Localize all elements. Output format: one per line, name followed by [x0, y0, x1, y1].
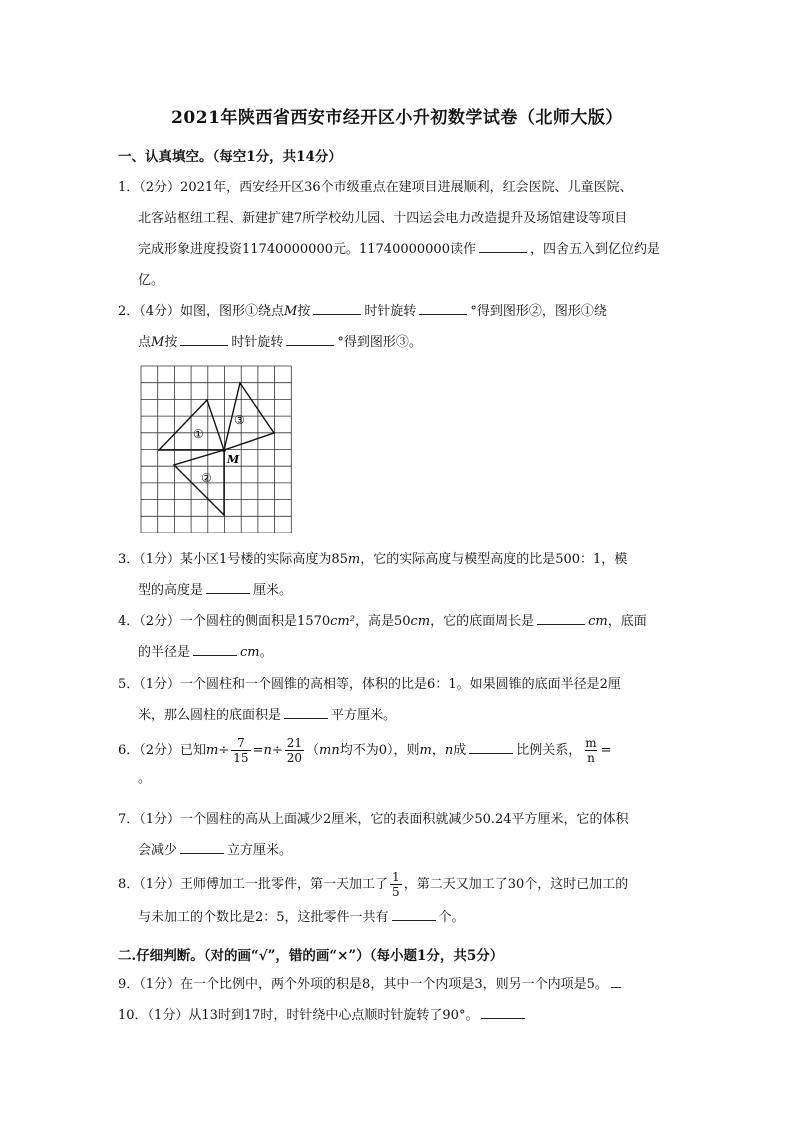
label-m: M: [227, 453, 240, 466]
q6-var-m-2: m: [419, 743, 432, 758]
q6-fraction-21-20: [285, 736, 304, 765]
q2-blank-direction-2[interactable]: [180, 331, 228, 346]
section-heading-fill-in: 一、认真填空。（每空1分，共14分）: [118, 149, 342, 165]
question-4: [118, 606, 678, 668]
q8-blank-total[interactable]: [392, 906, 436, 921]
q2-text-a: 2．（4分）如图，图形①绕点: [118, 304, 285, 319]
q4-text-e: 的半径是: [138, 645, 191, 660]
q8-line-1: [118, 868, 678, 902]
q7-line-1: 7．（1分）一个圆柱的高从上面减少2厘米，它的表面积就减少50.24平方厘米，它的体积: [118, 812, 629, 827]
q1-line-3: [118, 234, 678, 265]
q4-text-f: 。: [259, 645, 273, 660]
triangle-3: [224, 383, 274, 450]
q2-line-1: [118, 296, 678, 327]
q6-text-c: 成: [453, 743, 467, 758]
q6-var-n: n: [263, 743, 272, 758]
q4-text-b: ，高是50: [354, 614, 411, 629]
page-title: 2021年陕西省西安市经开区小升初数学试卷（北师大版）: [171, 108, 623, 128]
q2-point-m-2: M: [151, 335, 165, 350]
q6-paren-open: （: [306, 743, 320, 758]
q3-text-a: 3．（1分）某小区1号楼的实际高度为85: [118, 552, 348, 567]
question-9: [118, 969, 678, 1000]
q8-line-2: [118, 902, 678, 933]
q6-f1-den: 15: [233, 751, 249, 765]
grid-figure-svg: [140, 365, 292, 533]
label-3: ③: [234, 413, 245, 427]
q4-unit-cm-2: cm: [588, 614, 608, 629]
q9-blank-judgment[interactable]: [611, 973, 621, 988]
q4-text-d: ，底面: [607, 614, 647, 629]
q1-text-b: ，四舍五入到亿位约是: [529, 242, 660, 257]
q2-text-b: 按: [297, 304, 311, 319]
q4-line-2: [118, 637, 678, 668]
q2-blank-angle-2[interactable]: [286, 331, 334, 346]
q1-line-1: 1．（2分）2021年，西安经开区36个市级重点在建项目进展顺利，红会医院、儿童医院、: [118, 180, 633, 195]
q5-blank-area[interactable]: [284, 704, 328, 719]
label-2: ②: [201, 471, 212, 485]
q10-blank-judgment[interactable]: [481, 1004, 525, 1019]
q8-text-c: 与未加工的个数比是2：5，这批零件一共有: [138, 910, 389, 925]
q6-equals: =: [252, 743, 264, 758]
q6-f3-den: n: [587, 751, 595, 765]
q4-text-a: 4．（2分）一个圆柱的侧面积是1570: [118, 614, 331, 629]
question-3: [118, 544, 678, 606]
q2-text-d: °得到图形②，图形①绕: [470, 304, 607, 319]
q2-blank-direction-1[interactable]: [313, 300, 361, 315]
q6-div-2: ÷: [271, 743, 283, 758]
q3-text-d: 厘米。: [253, 583, 293, 598]
q5-line-1: 5．（1分）一个圆柱和一个圆锥的高相等，体积的比是6：1。如果圆锥的底面半径是2厘: [118, 677, 621, 692]
q6-var-mn: mn: [319, 743, 340, 758]
q2-text-f: 按: [164, 335, 178, 350]
q2-text-c: 时针旋转: [364, 304, 417, 319]
question-10: [118, 1000, 678, 1031]
q6-line-1: [118, 734, 678, 768]
q7-blank-volume[interactable]: [180, 839, 224, 854]
q4-unit-cm-3: cm: [240, 645, 260, 660]
q3-text-b: ，它的实际高度与模型高度的比是500：1，模: [360, 552, 628, 567]
q4-unit-cm: cm: [410, 614, 431, 629]
q2-blank-angle-1[interactable]: [419, 300, 467, 315]
q6-text-b: 均不为0），则: [339, 743, 420, 758]
q2-text-g: 时针旋转: [231, 335, 284, 350]
q6-f2-num: 21: [286, 736, 303, 750]
q9-text: 9．（1分）在一个比例中，两个外项的积是8，其中一个内项是3，则另一个内项是5。: [118, 977, 608, 992]
q7-text-a: 会减少: [138, 843, 178, 858]
q3-line-1: [118, 544, 678, 575]
q4-blank-radius[interactable]: [193, 641, 237, 656]
q4-unit-cm2: cm²: [330, 614, 355, 629]
q2-text-e: 点: [138, 335, 152, 350]
q8-text-b: ，第二天又加工了30个，这时已加工的: [403, 877, 629, 892]
q5-text-a: 米，那么圆柱的底面积是: [138, 708, 282, 723]
q6-line-2: 。: [138, 771, 152, 786]
q6-equals-2: =: [600, 743, 612, 758]
q4-blank-circumference[interactable]: [537, 610, 585, 625]
q3-blank-height[interactable]: [206, 579, 250, 594]
rotation-figure: [140, 365, 292, 537]
q3-unit-m: m: [347, 552, 361, 567]
q3-text-c: 型的高度是: [138, 583, 204, 598]
shapes: [159, 383, 274, 515]
q1-text-a: 完成形象进度投资11740000000元。11740000000读作: [138, 242, 476, 257]
q8-f-num: 1: [392, 870, 400, 884]
q3-line-2: [118, 575, 678, 606]
q6-var-m: m: [206, 743, 219, 758]
q2-text-h: °得到图形③。: [337, 335, 422, 350]
question-1: [118, 172, 678, 296]
q1-blank-reading[interactable]: [479, 238, 527, 253]
triangle-1: [159, 400, 224, 450]
question-5: [118, 669, 678, 731]
question-8: [118, 868, 678, 933]
question-7: [118, 804, 678, 866]
q6-text-a: 6．（2分）已知: [118, 743, 207, 758]
q10-text: 10．（1分）从13时到17时，时针绕中心点顺时针旋转了90°。: [118, 1008, 479, 1023]
q7-text-b: 立方厘米。: [227, 843, 293, 858]
q6-var-n-2: n: [444, 743, 454, 758]
q6-f1-num: 7: [237, 736, 245, 750]
q6-blank-proportion[interactable]: [469, 739, 513, 754]
q6-text-d: 比例关系，: [516, 743, 582, 758]
q8-fraction-1-5: [390, 870, 402, 899]
q6-comma: ，: [431, 743, 445, 758]
q6-fraction-7-15: [231, 736, 250, 765]
q6-f2-den: 20: [286, 751, 303, 765]
q4-text-c: ，它的底面周长是: [430, 614, 535, 629]
q8-text-a: 8．（1分）王师傅加工一批零件，第一天加工了: [118, 877, 389, 892]
q4-line-1: [118, 606, 678, 637]
q2-line-2: [118, 327, 678, 358]
point-m-dot: [222, 448, 226, 452]
q6-f3-num: m: [585, 736, 597, 750]
q10-line-1: [118, 1000, 678, 1031]
q1-line-4: 亿。: [138, 273, 165, 288]
label-1: ①: [193, 427, 204, 441]
q5-line-2: [118, 700, 678, 731]
section-heading-judge: 二.仔细判断。（对的画“√”，错的画“×”）（每小题1分，共5分）: [118, 948, 504, 964]
q9-line-1: [118, 969, 678, 1000]
q6-fraction-m-n: [583, 736, 598, 765]
q8-f-den: 5: [392, 885, 400, 899]
q1-line-2: 北客站枢纽工程、新建扩建7所学校幼儿园、十四运会电力改造提升及场馆建设等项目: [138, 211, 628, 226]
q2-point-m: M: [284, 304, 298, 319]
question-6: [118, 734, 678, 790]
q6-div-1: ÷: [218, 743, 230, 758]
q7-line-2: [118, 835, 678, 866]
q8-text-d: 个。: [438, 910, 465, 925]
q5-text-b: 平方厘米。: [331, 708, 397, 723]
question-2: [118, 296, 678, 358]
